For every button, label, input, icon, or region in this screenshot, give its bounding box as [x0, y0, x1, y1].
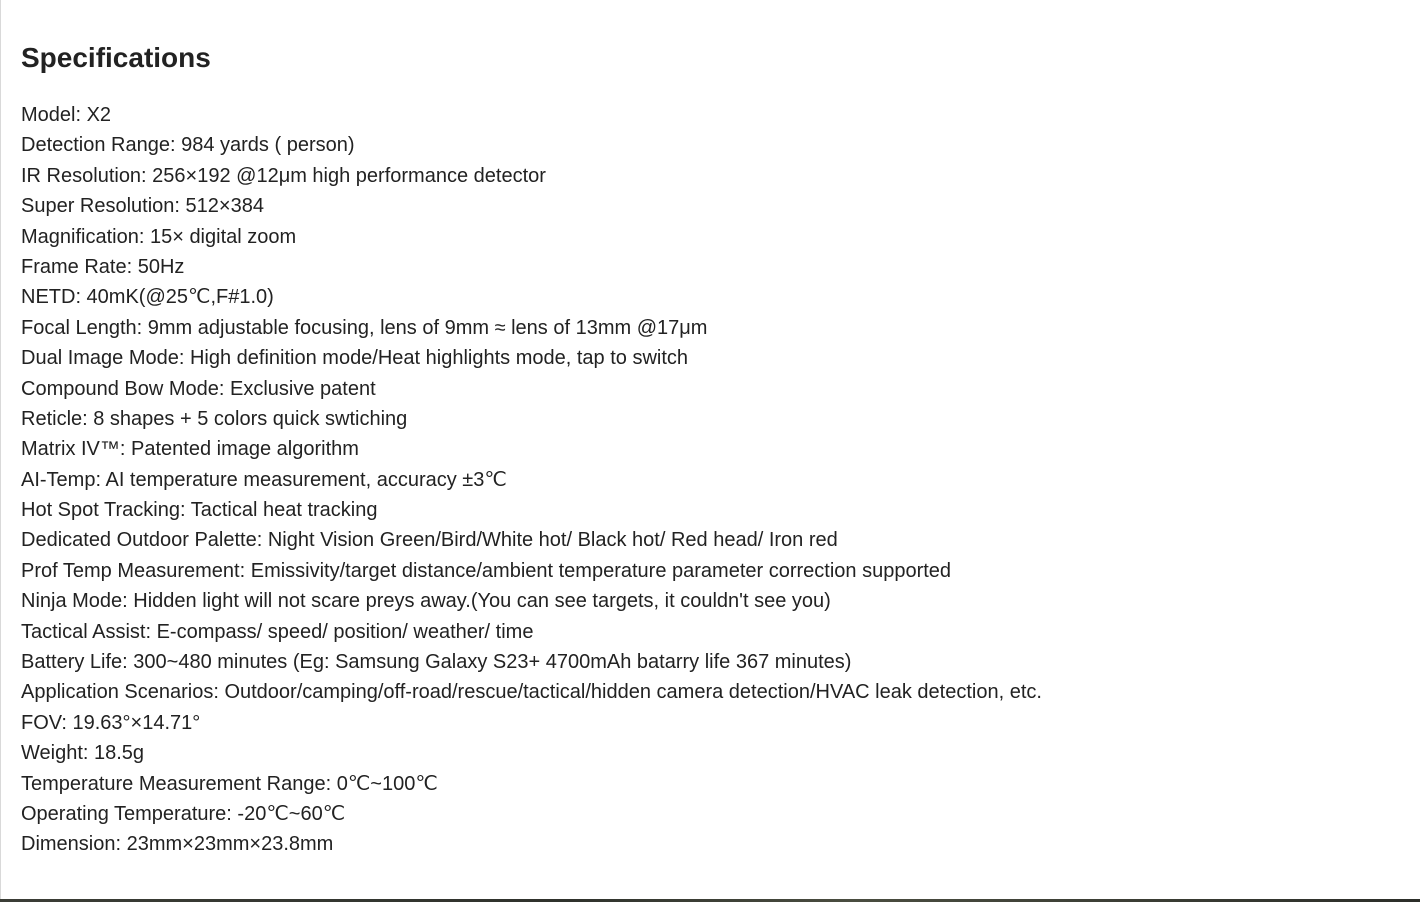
spec-item-reticle: Reticle: 8 shapes + 5 colors quick swtiching — [21, 407, 408, 430]
spec-item-operating-temperature: Operating Temperature: -20℃~60℃ — [21, 802, 346, 825]
spec-item-dimension: Dimension: 23mm×23mm×23.8mm — [21, 833, 334, 856]
spec-item-ir-resolution: IR Resolution: 256×192 @12μm high performance detector — [21, 164, 546, 187]
spec-item-detection-range: Detection Range: 984 yards ( person) — [21, 134, 355, 157]
spec-item-ai-temp: AI-Temp: AI temperature measurement, accuracy ±3℃ — [21, 468, 507, 491]
spec-item-netd: NETD: 40mK(@25℃,F#1.0) — [21, 286, 274, 309]
spec-item-magnification: Magnification: 15× digital zoom — [21, 225, 297, 248]
spec-list — [21, 100, 1042, 860]
spec-item-temp-measurement-range: Temperature Measurement Range: 0℃~100℃ — [21, 772, 438, 795]
specifications-section — [21, 38, 1401, 856]
spec-item-model: Model: X2 — [21, 104, 112, 126]
spec-item-battery-life: Battery Life: 300~480 minutes (Eg: Samsung Galaxy S23+ 4700mAh batarry life 367 minutes) — [21, 651, 852, 674]
spec-item-outdoor-palette: Dedicated Outdoor Palette: Night Vision Green/Bird/White hot/ Black hot/ Red head/ Iron red — [21, 529, 838, 552]
spec-item-fov: FOV: 19.63°×14.71° — [21, 711, 201, 734]
spec-item-application-scenarios: Application Scenarios: Outdoor/camping/off-road/rescue/tactical/hidden camera detection/HVAC leak detection, etc. — [21, 681, 1042, 704]
spec-item-prof-temp-measurement: Prof Temp Measurement: Emissivity/target distance/ambient temperature parameter correction supported — [21, 559, 952, 582]
spec-item-ninja-mode: Ninja Mode: Hidden light will not scare preys away.(You can see targets, it couldn't see you) — [21, 590, 831, 613]
spec-item-focal-length: Focal Length: 9mm adjustable focusing, lens of 9mm ≈ lens of 13mm @17μm — [21, 316, 708, 339]
spec-item-hot-spot-tracking: Hot Spot Tracking: Tactical heat tracking — [21, 499, 378, 522]
panel-left-border — [0, 0, 1, 899]
spec-item-tactical-assist: Tactical Assist: E-compass/ speed/ position/ weather/ time — [21, 620, 534, 643]
spec-item-compound-bow-mode: Compound Bow Mode: Exclusive patent — [21, 377, 376, 400]
section-title: Specifications — [21, 42, 211, 73]
spec-item-matrix-iv: Matrix IV™: Patented image algorithm — [21, 438, 359, 461]
spec-item-weight: Weight: 18.5g — [21, 742, 145, 765]
spec-item-super-resolution: Super Resolution: 512×384 — [21, 195, 264, 218]
spec-item-frame-rate: Frame Rate: 50Hz — [21, 255, 185, 278]
spec-item-dual-image-mode: Dual Image Mode: High definition mode/Heat highlights mode, tap to switch — [21, 347, 689, 370]
